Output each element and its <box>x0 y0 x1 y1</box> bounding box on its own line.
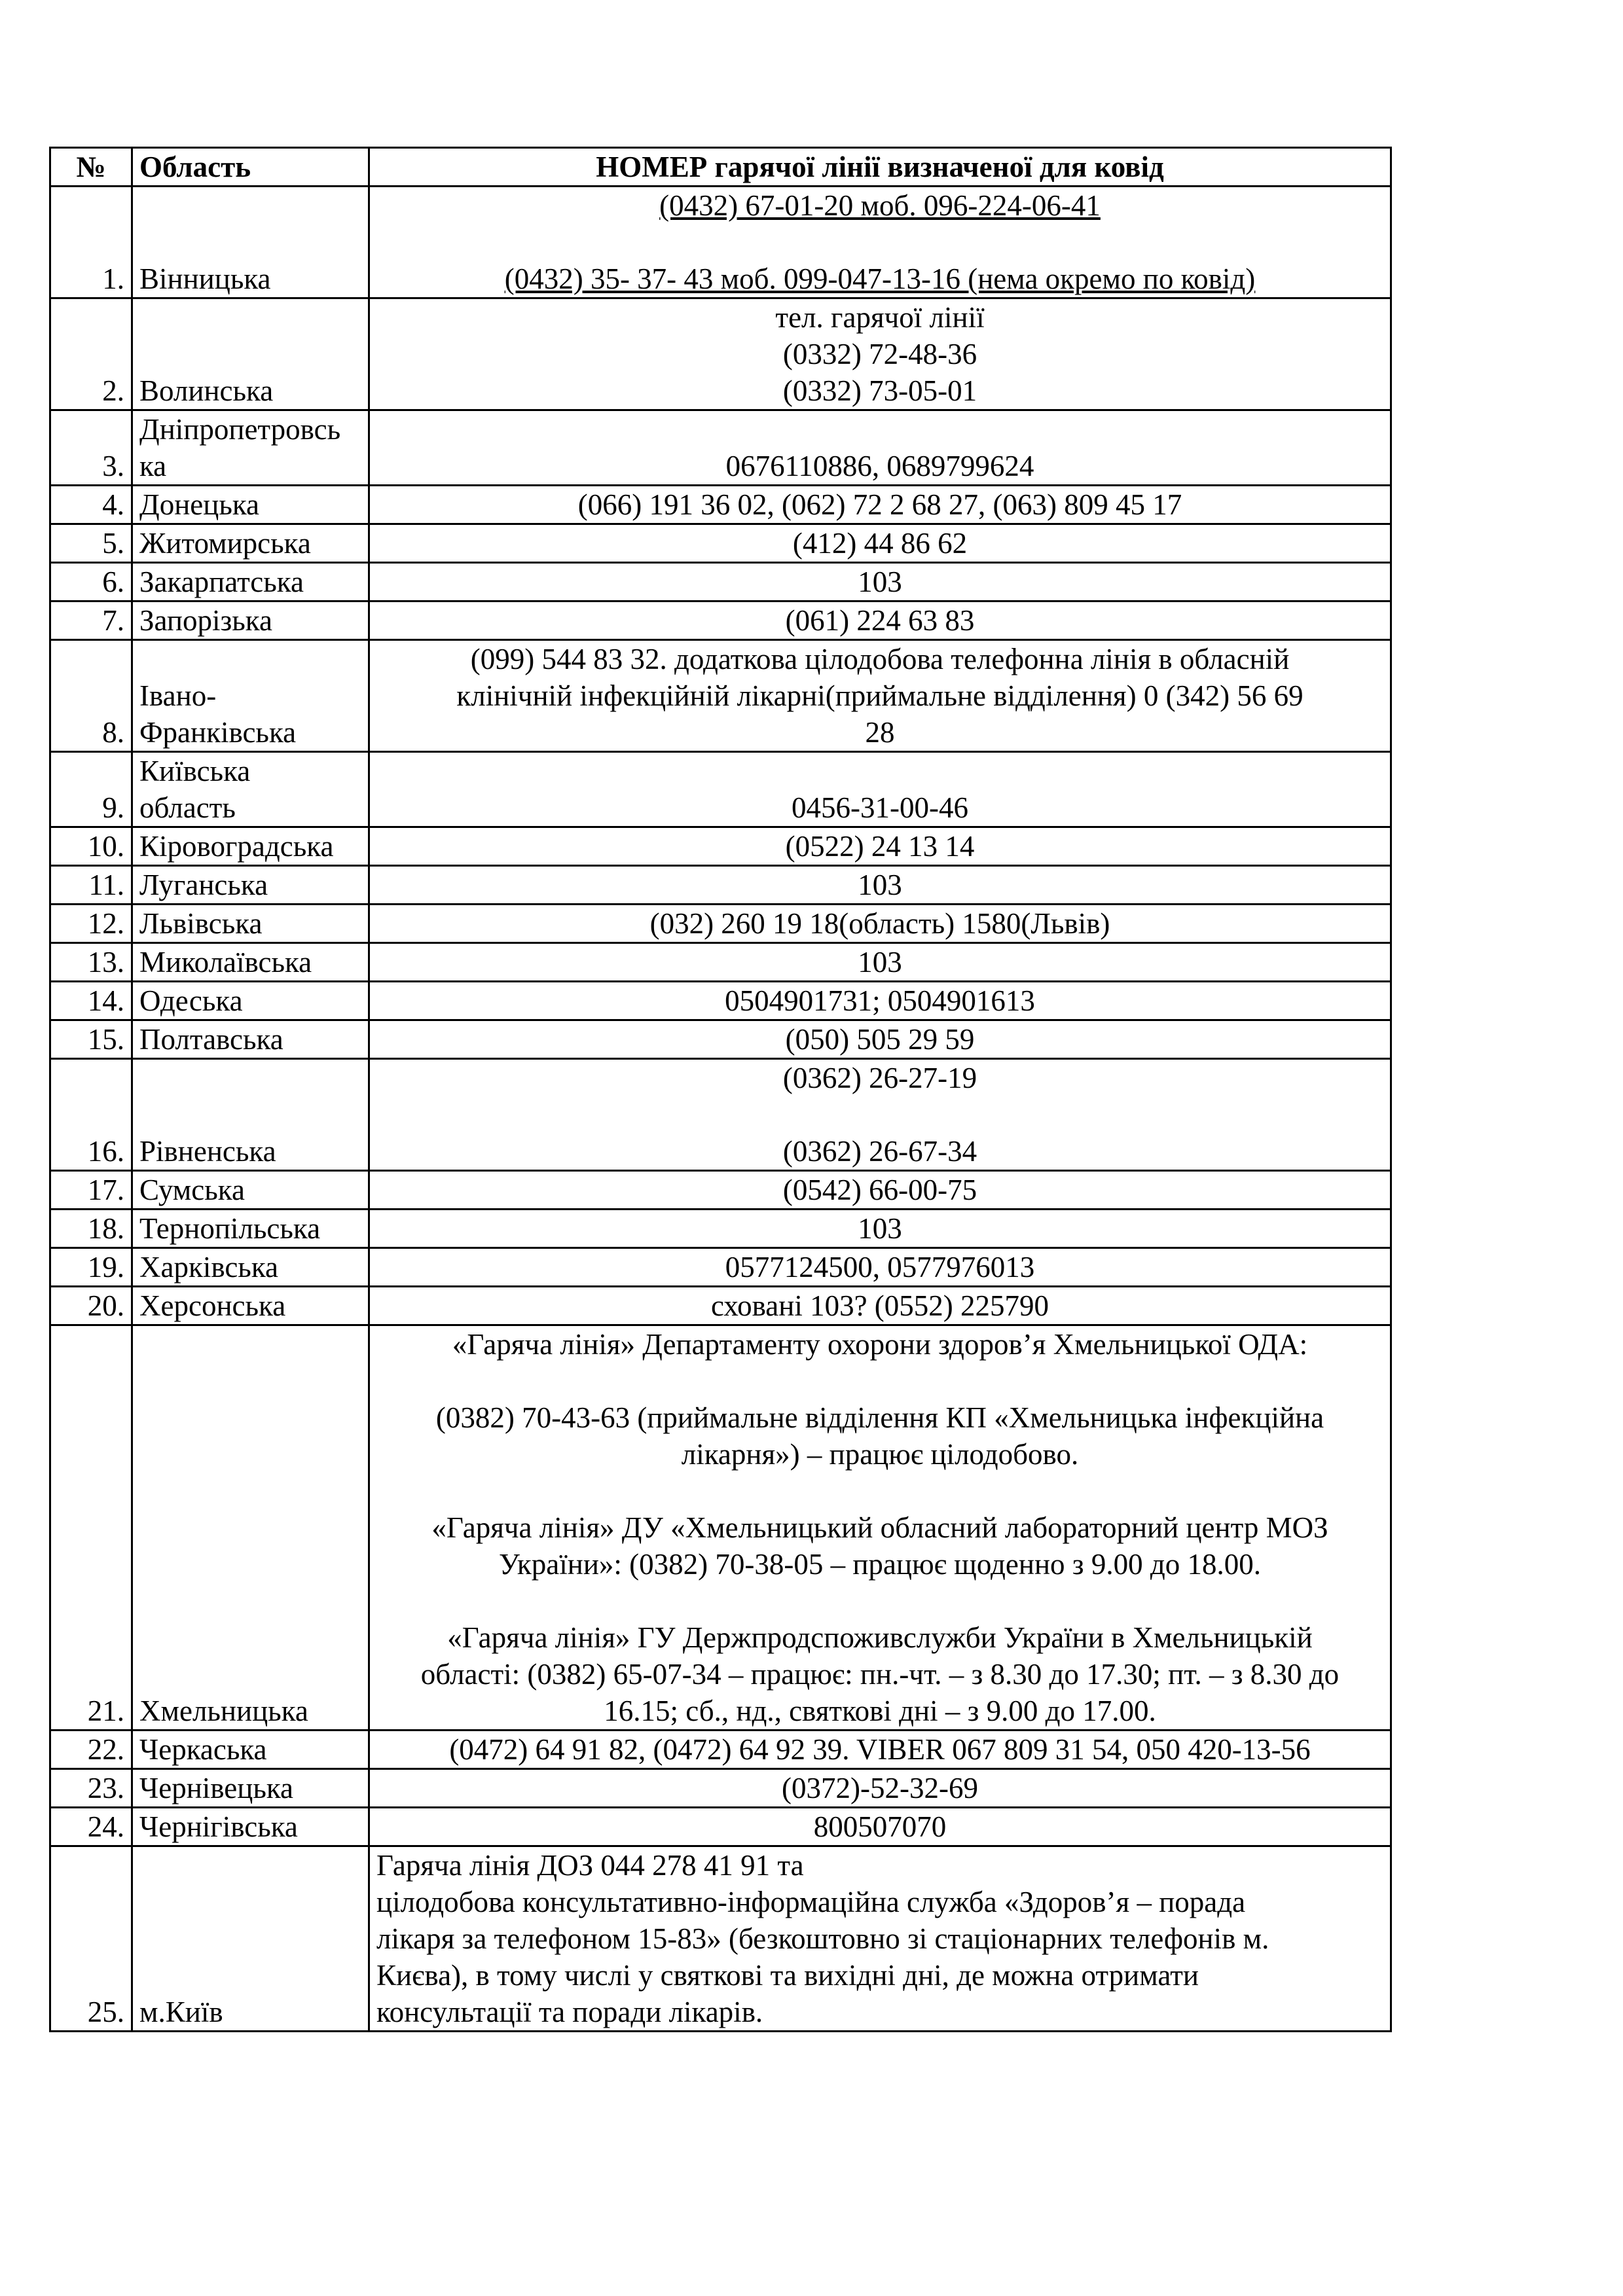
row-number: 11. <box>50 866 132 905</box>
table-row <box>50 827 1391 866</box>
table-row <box>50 1059 1391 1171</box>
table-row <box>50 1248 1391 1287</box>
region-name: м.Київ <box>132 1846 369 2032</box>
row-number: 17. <box>50 1171 132 1210</box>
table-row <box>50 640 1391 752</box>
row-number: 13. <box>50 943 132 982</box>
hotline-numbers: тел. гарячої лінії (0332) 72-48-36 (0332) 73-05-01 <box>369 298 1391 410</box>
table-row <box>50 1171 1391 1210</box>
row-number: 1. <box>50 187 132 298</box>
row-number: 7. <box>50 601 132 640</box>
region-name: Житомирська <box>132 524 369 563</box>
hotline-numbers: 0676110886, 0689799624 <box>369 410 1391 486</box>
row-number: 14. <box>50 982 132 1020</box>
hotline-numbers-text: (0432) 67-01-20 моб. 096-224-06-41 (0432) 35- 37- 43 моб. 099-047-13-16 (нема окремо по ковід) <box>504 189 1256 295</box>
hotline-numbers: 103 <box>369 1210 1391 1248</box>
table-row <box>50 187 1391 298</box>
hotline-numbers: (0472) 64 91 82, (0472) 64 92 39. VIBER 067 809 31 54, 050 420-13-56 <box>369 1731 1391 1769</box>
region-name: Івано- Франківська <box>132 640 369 752</box>
hotline-numbers: 800507070 <box>369 1808 1391 1846</box>
table-row <box>50 943 1391 982</box>
hotline-numbers: 0456-31-00-46 <box>369 752 1391 827</box>
region-name: Рівненська <box>132 1059 369 1171</box>
row-number: 12. <box>50 905 132 943</box>
hotline-numbers: «Гаряча лінія» Департаменту охорони здоров’я Хмельницької ОДА: (0382) 70-43-63 (приймальне відділення КП «Хмельницька інфекційна лікарня») – працює цілодобово. «Гаряча лінія» ДУ «Хмельницький обласний лабораторний центр МОЗ України»: (0382) 70-38-05 – працює щоденно з 9.00 до 18.00. «Гаряча лінія» ГУ Держпродспоживслужби України в Хмельницькій області: (0382) 65-07-34 – працює: пн.-чт. – з 8.30 до 17.30; пт. – з 8.30 до 16.15; сб., нд., святкові дні – з 9.00 до 17.00. <box>369 1325 1391 1731</box>
region-name: Одеська <box>132 982 369 1020</box>
row-number: 5. <box>50 524 132 563</box>
row-number: 16. <box>50 1059 132 1171</box>
header-phone: НОМЕР гарячої лінії визначеної для ковід <box>369 148 1391 187</box>
region-name: Миколаївська <box>132 943 369 982</box>
table-row <box>50 866 1391 905</box>
header-region: Область <box>132 148 369 187</box>
hotline-numbers: 0504901731; 0504901613 <box>369 982 1391 1020</box>
table-row <box>50 563 1391 601</box>
row-number: 21. <box>50 1325 132 1731</box>
row-number: 4. <box>50 486 132 524</box>
hotline-numbers: 0577124500, 0577976013 <box>369 1248 1391 1287</box>
table-row <box>50 905 1391 943</box>
header-row <box>50 148 1391 187</box>
region-name: Харківська <box>132 1248 369 1287</box>
hotline-numbers: 103 <box>369 866 1391 905</box>
region-name: Черкаська <box>132 1731 369 1769</box>
region-name: Хмельницька <box>132 1325 369 1731</box>
row-number: 20. <box>50 1287 132 1325</box>
header-num: № <box>50 148 132 187</box>
hotline-numbers: (099) 544 83 32. додаткова цілодобова телефонна лінія в обласній клінічній інфекційній лікарні(приймальне відділення) 0 (342) 56 69 28 <box>369 640 1391 752</box>
table-row <box>50 1731 1391 1769</box>
hotline-numbers: (050) 505 29 59 <box>369 1020 1391 1059</box>
hotline-numbers: сховані 103? (0552) 225790 <box>369 1287 1391 1325</box>
hotline-numbers: 103 <box>369 563 1391 601</box>
table-row <box>50 1287 1391 1325</box>
region-name: Вінницька <box>132 187 369 298</box>
row-number: 2. <box>50 298 132 410</box>
hotline-numbers: (412) 44 86 62 <box>369 524 1391 563</box>
row-number: 3. <box>50 410 132 486</box>
table-row <box>50 982 1391 1020</box>
table-row <box>50 1846 1391 2032</box>
region-name: Кіровоградська <box>132 827 369 866</box>
region-name: Сумська <box>132 1171 369 1210</box>
region-name: Київська область <box>132 752 369 827</box>
table-row <box>50 524 1391 563</box>
hotline-numbers: (0522) 24 13 14 <box>369 827 1391 866</box>
table-row <box>50 486 1391 524</box>
table-row <box>50 298 1391 410</box>
hotline-numbers: 103 <box>369 943 1391 982</box>
region-name: Тернопільська <box>132 1210 369 1248</box>
row-number: 10. <box>50 827 132 866</box>
row-number: 19. <box>50 1248 132 1287</box>
hotline-numbers: (032) 260 19 18(область) 1580(Львів) <box>369 905 1391 943</box>
region-name: Полтавська <box>132 1020 369 1059</box>
table-body <box>50 187 1391 2032</box>
hotline-numbers: Гаряча лінія ДОЗ 044 278 41 91 та цілодобова консультативно-інформаційна служба «Здоров’я – порада лікаря за телефоном 15-83» (безкоштовно зі стаціонарних телефонів м. Києва), в тому числі у святкові та вихідні дні, де можна отримати консультації та поради лікарів. <box>369 1846 1391 2032</box>
hotline-numbers <box>369 187 1391 298</box>
row-number: 23. <box>50 1769 132 1808</box>
row-number: 25. <box>50 1846 132 2032</box>
table-row <box>50 752 1391 827</box>
row-number: 24. <box>50 1808 132 1846</box>
region-name: Херсонська <box>132 1287 369 1325</box>
table-row <box>50 1210 1391 1248</box>
hotline-numbers: (0542) 66-00-75 <box>369 1171 1391 1210</box>
table-row <box>50 1808 1391 1846</box>
region-name: Волинська <box>132 298 369 410</box>
table-row <box>50 1769 1391 1808</box>
hotline-numbers: (0372)-52-32-69 <box>369 1769 1391 1808</box>
table-row <box>50 601 1391 640</box>
table-row <box>50 410 1391 486</box>
region-name: Закарпатська <box>132 563 369 601</box>
row-number: 9. <box>50 752 132 827</box>
region-name: Чернівецька <box>132 1769 369 1808</box>
region-name: Луганська <box>132 866 369 905</box>
region-name: Донецька <box>132 486 369 524</box>
region-name: Запорізька <box>132 601 369 640</box>
region-name: Чернігівська <box>132 1808 369 1846</box>
hotline-table <box>49 147 1392 2032</box>
hotline-numbers: (0362) 26-27-19 (0362) 26-67-34 <box>369 1059 1391 1171</box>
row-number: 18. <box>50 1210 132 1248</box>
hotline-numbers: (066) 191 36 02, (062) 72 2 68 27, (063) 809 45 17 <box>369 486 1391 524</box>
table-row <box>50 1325 1391 1731</box>
hotline-numbers: (061) 224 63 83 <box>369 601 1391 640</box>
region-name: Дніпропетровсь ка <box>132 410 369 486</box>
table-row <box>50 1020 1391 1059</box>
region-name: Львівська <box>132 905 369 943</box>
row-number: 22. <box>50 1731 132 1769</box>
row-number: 6. <box>50 563 132 601</box>
row-number: 15. <box>50 1020 132 1059</box>
row-number: 8. <box>50 640 132 752</box>
